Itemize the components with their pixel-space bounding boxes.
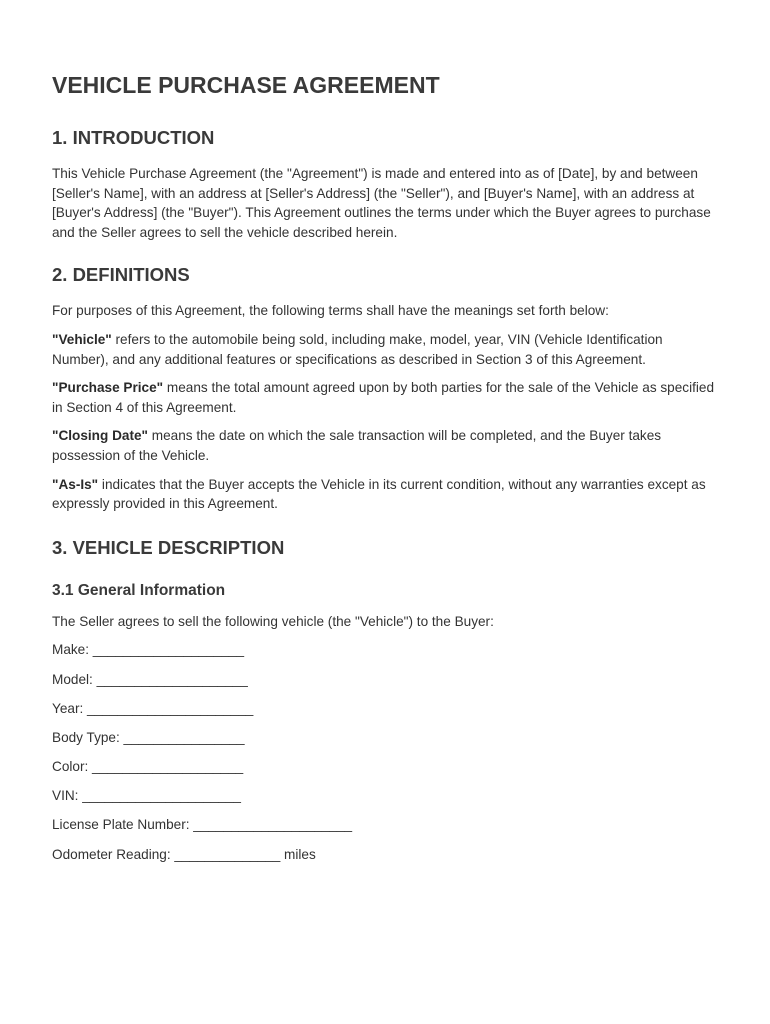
definition-text: refers to the automobile being sold, including make, model, year, VIN (Vehicle Identification Number), and any additional features or specifications as described in Section 3 of this Agreement. [52, 331, 663, 367]
document-page [52, 70, 722, 874]
definition-term: "Purchase Price" [52, 380, 164, 396]
definition-term: "Vehicle" [52, 331, 112, 347]
field-year: Year: ______________________ [52, 700, 254, 716]
subsection-heading-general-information: 3.1 General Information [52, 581, 226, 599]
definition-term: "As-Is" [52, 476, 99, 492]
definitions-lead: For purposes of this Agreement, the following terms shall have the meanings set forth below: [52, 303, 609, 319]
field-vin: VIN: _____________________ [52, 788, 241, 804]
field-model: Model: ____________________ [52, 671, 248, 687]
section-heading-definitions: 2. DEFINITIONS [52, 264, 190, 286]
field-color: Color: ____________________ [52, 759, 244, 775]
document-title: VEHICLE PURCHASE AGREEMENT [52, 72, 440, 98]
definition-text: means the date on which the sale transaction will be completed, and the Buyer takes possession of the Vehicle. [52, 428, 662, 463]
definition-purchase-price [52, 378, 722, 417]
definition-text: indicates that the Buyer accepts the Vehicle in its current condition, without any warranties except as expressly provided in this Agreement. [52, 476, 706, 512]
field-license-plate-number: License Plate Number: _____________________ [52, 817, 353, 833]
field-body-type: Body Type: ________________ [52, 729, 245, 745]
introduction-paragraph: This Vehicle Purchase Agreement (the "Agreement") is made and entered into as of [Date], by and between [Seller's Name], with an address at [Seller's Address] (the "Seller"), and [Buyer's Name], with an address at [Buyer's Address] (the "Buyer"). This Agreement outlines the terms under which the Buyer agrees to purchase and the Seller agrees to sell the vehicle described herein. [52, 166, 711, 240]
definition-as-is [52, 475, 722, 514]
section-heading-introduction: 1. INTRODUCTION [52, 127, 215, 148]
definition-text: means the total amount agreed upon by both parties for the sale of the Vehicle as specified in Section 4 of this Agreement. [52, 380, 715, 415]
field-make: Make: ____________________ [52, 642, 244, 658]
vehicle-description-lead: The Seller agrees to sell the following vehicle (the "Vehicle") to the Buyer: [52, 613, 494, 629]
definition-vehicle [52, 330, 722, 369]
section-heading-vehicle-description: 3. VEHICLE DESCRIPTION [52, 536, 285, 558]
definition-term: "Closing Date" [52, 428, 148, 444]
definition-closing-date [52, 426, 722, 465]
field-odometer-reading: Odometer Reading: ______________ miles [52, 846, 316, 862]
